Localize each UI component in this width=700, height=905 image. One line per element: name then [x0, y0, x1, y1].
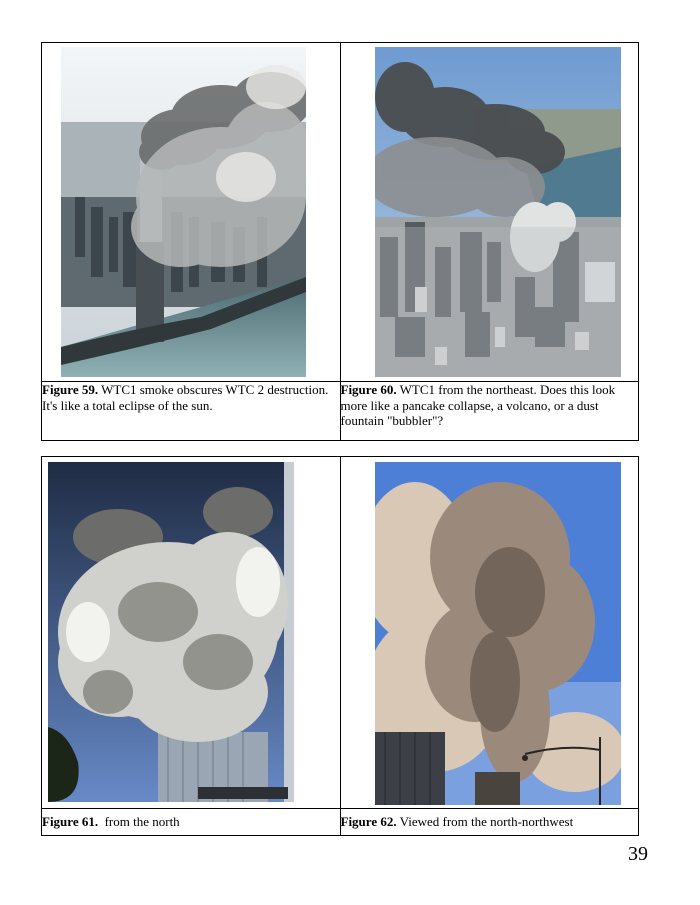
figure-61-caption: Figure 61. from the north — [42, 809, 341, 836]
figure-59-cell — [42, 43, 341, 382]
page-number: 39 — [628, 843, 648, 865]
figure-62-caption: Figure 62. Viewed from the north-northwest — [340, 809, 639, 836]
figure-61-photo — [48, 462, 294, 802]
figure-60-cell — [340, 43, 639, 382]
figure-59-caption: Figure 59. WTC1 smoke obscures WTC 2 destruction. It's like a total eclipse of the sun. — [42, 382, 341, 441]
figure-62-photo — [375, 462, 621, 805]
figure-60-caption: Figure 60. WTC1 from the northeast. Does this look more like a pancake collapse, a volcano, or a dust fountain "bubbler"? — [340, 382, 639, 441]
figure-62-cell — [340, 457, 639, 809]
figure-table-top — [41, 42, 639, 441]
figure-table-bottom — [41, 456, 639, 836]
figure-61-cell — [42, 457, 341, 809]
figure-60-photo — [375, 47, 621, 377]
figure-59-photo — [61, 47, 306, 377]
